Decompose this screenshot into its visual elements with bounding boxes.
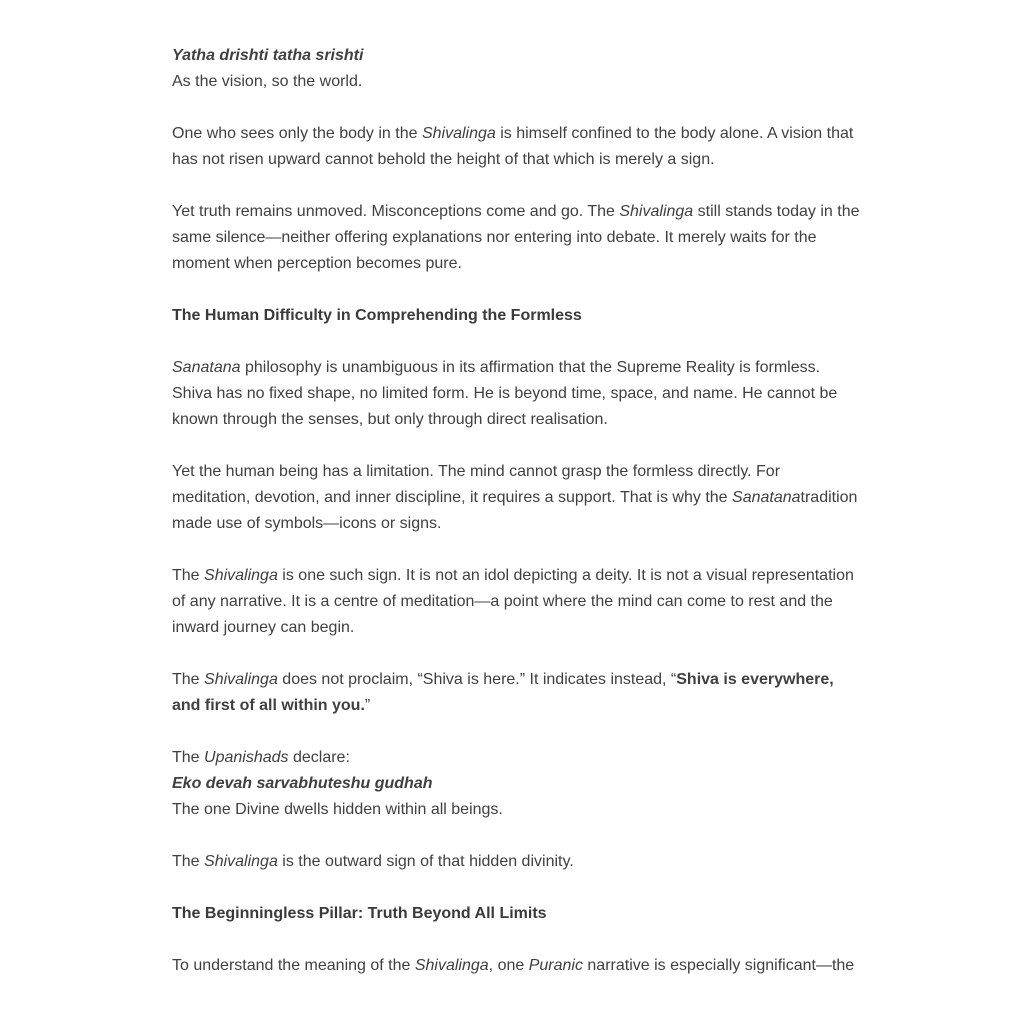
- text-run: philosophy is unambiguous in its affirmation that the Supreme Reality is formless. Shiva has no fixed shape, no limited form. He is beyond time, space, and name. He cannot be known through the senses, but only through direct realisation.: [172, 359, 838, 428]
- verse-yatha-drishti: [172, 43, 862, 95]
- text-run: tradition made use of symbols—icons or signs.: [172, 489, 858, 532]
- paragraph-puranic-narrative: [172, 953, 862, 979]
- text-run: ”: [364, 697, 371, 714]
- text-run: The: [172, 853, 205, 870]
- term-shivalinga: Shivalinga: [421, 125, 496, 142]
- text-run: One who sees only the body in the: [172, 125, 422, 142]
- verse-translation: The one Divine dwells hidden within all beings.: [172, 801, 503, 818]
- text-run: The: [172, 567, 205, 584]
- term-shivalinga: Shivalinga: [204, 671, 278, 688]
- term-sanatana: Sanatana: [172, 359, 241, 376]
- paragraph-upanishads-declare: [172, 745, 862, 823]
- verse-sanskrit: Eko devah sarvabhuteshu gudhah: [172, 775, 433, 792]
- term-puranic: Puranic: [528, 957, 583, 974]
- section-heading-formless: The Human Difficulty in Comprehending the Formless: [172, 307, 582, 324]
- term-shivalinga: Shivalinga: [619, 203, 694, 220]
- text-run: Yet truth remains unmoved. Misconceptions come and go. The: [172, 203, 620, 220]
- term-sanatana: Sanatana: [732, 489, 801, 506]
- section-heading-beginningless-pillar: The Beginningless Pillar: Truth Beyond All Limits: [172, 905, 547, 922]
- verse-translation: As the vision, so the world.: [172, 73, 363, 90]
- text-run: To understand the meaning of the: [172, 957, 415, 974]
- text-run: , one: [488, 957, 529, 974]
- term-upanishads: Upanishads: [204, 749, 289, 766]
- verse-sanskrit: Yatha drishti tatha srishti: [172, 47, 364, 64]
- paragraph-outward-sign: [172, 849, 862, 875]
- term-shivalinga: Shivalinga: [204, 853, 278, 870]
- article-body: [172, 43, 862, 1005]
- text-run: is the outward sign of that hidden divinity.: [277, 853, 574, 870]
- text-run: The: [172, 749, 205, 766]
- paragraph-sanatana-philosophy: [172, 355, 862, 433]
- text-run: The: [172, 671, 205, 688]
- paragraph-body-vision: [172, 121, 862, 173]
- emphasis-shiva-everywhere: Shiva is everywhere, and first of all within you.: [172, 671, 834, 714]
- paragraph-human-limitation: [172, 459, 862, 537]
- text-run: narrative is especially significant—the: [582, 957, 855, 974]
- text-run: Yet the human being has a limitation. The mind cannot grasp the formless directly. For meditation, devotion, and inner discipline, it requires a support. That is why the: [172, 463, 781, 506]
- upanishads-line: [172, 745, 862, 771]
- text-run: does not proclaim, “Shiva is here.” It indicates instead, “: [277, 671, 677, 688]
- term-shivalinga: Shivalinga: [414, 957, 489, 974]
- text-run: declare:: [288, 749, 350, 766]
- paragraph-truth-unmoved: [172, 199, 862, 277]
- paragraph-one-such-sign: [172, 563, 862, 641]
- text-run: still stands today in the same silence—neither offering explanations nor entering into debate. It merely waits for the moment when perception becomes pure.: [172, 203, 860, 272]
- term-shivalinga: Shivalinga: [204, 567, 278, 584]
- text-run: is himself confined to the body alone. A vision that has not risen upward cannot behold the height of that which is merely a sign.: [172, 125, 854, 168]
- paragraph-shiva-everywhere: [172, 667, 862, 719]
- text-run: is one such sign. It is not an idol depicting a deity. It is not a visual representation of any narrative. It is a centre of meditation—a point where the mind can come to rest and the inward journey can begin.: [172, 567, 854, 636]
